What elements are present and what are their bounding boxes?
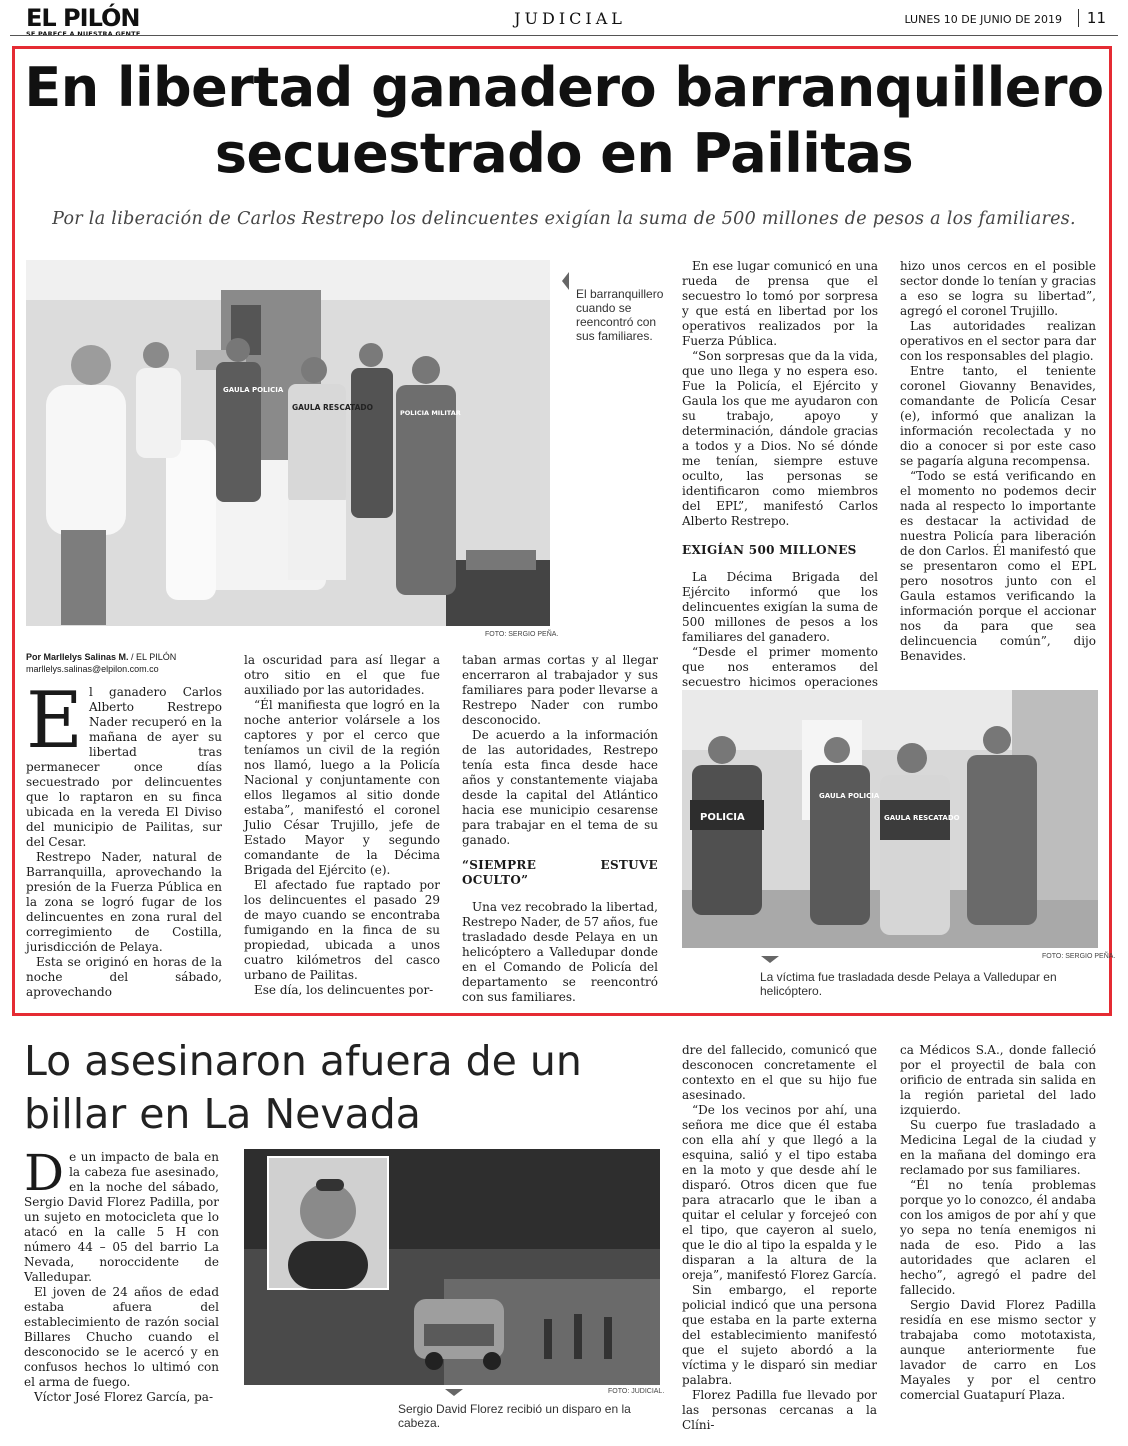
paragraph: “Él manifiesta que logró en la noche anterior volársele a los captores y por el cerco que teníamos un civil de la región nos llamó, luego a la Policía Nacional y conjuntamente con ellos llegamos al sitio donde estaba”, manifestó el coronel Julio César Trujillo, jefe de Estado Mayor y segundo comandante de la Décima Brigada del Ejército (e). — [244, 698, 440, 877]
vest-label-gaula-policia: GAULA POLICIA — [223, 386, 284, 394]
newspaper-tagline: SE PARECE A NUESTRA GENTE — [26, 30, 141, 38]
byline-email: marllelys.salinas@elpilon.com.co — [26, 664, 159, 674]
paragraph: “Él no tenía problemas porque yo lo conozco, él andaba con los amigos de por ahí y que yo sepa no tenía enemigos ni nada de eso. Pido a las autoridades que aclaren el hecho”, agregó el padre del fallecido. — [900, 1178, 1096, 1297]
vest-label-gaula-rescatado-2: GAULA RESCATADO — [884, 814, 960, 822]
caption-pointer-icon — [761, 956, 779, 963]
paragraph: Las autoridades realizan operativos en el sector para dar con los responsables del plagio. — [900, 319, 1096, 363]
subtitle-exigian-millones: EXIGÍAN 500 MILLONES — [682, 543, 857, 557]
article2-column-2 — [682, 1043, 877, 1433]
photo3-credit: FOTO: JUDICIAL. — [608, 1388, 665, 1395]
subtitle-siempre-oculto: “SIEMPRE ESTUVE OCULTO” — [462, 858, 658, 887]
dropcap-letter: D — [24, 1144, 65, 1202]
photo1-credit: FOTO: SERGIO PEÑA. — [485, 631, 559, 638]
article2-headline: Lo asesinaron afuera de un billar en La Nevada — [24, 1037, 582, 1138]
article1-column-4 — [682, 259, 878, 705]
caption-pointer-icon — [562, 272, 569, 290]
article1-column-5 — [900, 259, 1096, 664]
paragraph: ca Médicos S.A., donde falleció por el proyectil de bala con orificio de entrada sin salida en la región parietal del lado izquierdo. — [900, 1043, 1096, 1117]
paragraph: Sergio David Florez Padilla residía en ese mismo sector y trabajaba como mototaxista, aunque anteriormente fue lavador de carro en Los Mayales y por el centro comercial Guatapurí Plaza. — [900, 1298, 1096, 1402]
paragraph: Sin embargo, el reporte policial indicó que una persona que estaba en la parte externa del establecimiento manifestó que el sujeto abordó a la víctima y le disparó sin mediar palabra. — [682, 1283, 877, 1387]
paragraph: la oscuridad para así llegar a otro sitio en el que fue auxiliado por las autoridades. — [244, 653, 440, 697]
paragraph: Víctor José Florez García, pa- — [34, 1390, 214, 1404]
caption-pointer-icon — [445, 1389, 463, 1396]
article1-column-1 — [26, 651, 222, 1000]
paragraph: En ese lugar comunicó en una rueda de prensa que el secuestro lo tomó por sorpresa y que está en libertad por los operativos realizados por la Fuerza Pública. — [682, 259, 878, 348]
paragraph: Florez Padilla fue llevado por las personas cercanas a la Clíni- — [682, 1388, 877, 1432]
paragraph: “Todo se está verificando en el momento no podemos decir nada al respecto lo importante es destacar la actividad de nuestra Policía para liberación de don Carlos. Él manifestó que se presentaron como el EPL pero nosotros junto con el Gaula estamos verificando la información porque el accionar nos da para que sea delincuencia común”, dijo Benavides. — [900, 469, 1096, 663]
article1-second-photo — [682, 690, 1098, 948]
article2-column-1 — [24, 1144, 219, 1405]
article1-column-3 — [462, 653, 658, 1005]
section-title: JUDICIAL — [514, 9, 626, 28]
paragraph: Esta se originó en horas de la noche del sábado, aprovechando — [26, 955, 222, 999]
issue-date: LUNES 10 DE JUNIO DE 2019 — [904, 13, 1062, 26]
article2-photo — [244, 1149, 660, 1385]
article1-main-photo — [26, 260, 550, 626]
paragraph: taban armas cortas y al llegar encerraron al trabajador y sus familiares para poder llevarse a Restrepo Nader con rumbo desconocido. — [462, 653, 658, 727]
paragraph: De acuerdo a la información de las autoridades, Restrepo tenía esta finca desde hace años y constantemente viajaba desde la capital del Atlántico hacia ese municipio cesarense para trabajar en el tema de su ganado. — [462, 728, 658, 847]
article1-column-2 — [244, 653, 440, 998]
paragraph: El joven de 24 años de edad estaba afuera del establecimiento de razón social Billares Chucho cuando el desconocido se le acercó y en confusos hechos lo ultimó con el arma de fuego. — [24, 1285, 219, 1389]
paragraph: Entre tanto, el teniente coronel Giovanny Benavides, comandante de Policía Cesar (e), informó que analizan la información recolectada y no dio a conocer si por este caso se pagaría alguna recompensa. — [900, 364, 1096, 468]
paragraph: Su cuerpo fue trasladado a Medicina Legal de la ciudad y en la mañana del domingo era reclamado por sus familiares. — [900, 1118, 1096, 1177]
header-rule — [10, 35, 1118, 36]
paragraph: e un impacto de bala en la cabeza fue asesinado, en la noche del sábado, Sergio David Florez Padilla, por un sujeto en motocicleta que lo atacó en la calle 5 H con número 44 – 05 del barrio La Nevada, noroccidente de Valledupar. — [24, 1150, 219, 1284]
dropcap-letter: E — [26, 676, 83, 766]
article2-column-3 — [900, 1043, 1096, 1403]
paragraph: “De los vecinos por ahí, una señora me dice que él estaba con ella ahí y que llegó a la esquina, salió y el tipo estaba en la moto y que desde ahí le disparó. Otros dicen que fue para atracarlo que le iban a quitar el celular y forcejeó con el tipo, que cayeron al suelo, que le dio al tipo la espalda y le disparan a la altura de la oreja”, manifestó Florez García. — [682, 1103, 877, 1282]
article1-headline: En libertad ganadero barranquillero secuestrado en Pailitas — [24, 56, 1104, 185]
paragraph: Restrepo Nader, natural de Barranquilla, aprovechando la presión de la Fuerza Pública en la zona se logró fugar de los delincuentes en zona rural del corregimiento de Costilla, jurisdicción de Pelaya. — [26, 850, 222, 954]
photo2-caption: La víctima fue trasladada desde Pelaya a Valledupar en helicóptero. — [760, 970, 1057, 998]
vest-label-militar: POLICIA MILITAR — [400, 409, 461, 417]
newspaper-logo: EL PILÓN — [26, 4, 140, 32]
paragraph: hizo unos cercos en el posible sector donde lo tenían y gracias a eso se logra su libertad”, agregó el coronel Trujillo. — [900, 259, 1096, 318]
paragraph: “Son sorpresas que da la vida, que uno llega y no espera eso. Fue la Policía, el Ejército y Gaula los que me ayudaron con su trabajo, apoyo y determinación, dándole gracias a todos y a Dios. No sé dónde me tenían, siempre estuve oculto, las personas se identificaron como miembros del EPL”, manifestó Carlos Alberto Restrepo. — [682, 349, 878, 528]
paragraph: dre del fallecido, comunicó que desconocen concretamente el contexto en el que su hijo fue asesinado. — [682, 1043, 877, 1102]
photo3-caption: Sergio David Florez recibió un disparo en la cabeza. — [398, 1402, 631, 1430]
photo1-caption: El barranquillero cuando se reencontró con sus familiares. — [576, 287, 664, 343]
paragraph: “Desde el primer momento que nos enteramos del secuestro hicimos operaciones — [682, 645, 878, 689]
byline-author: Por Marllelys Salinas M. — [26, 652, 129, 662]
paragraph: El afectado fue raptado por los delincuentes el pasado 29 de mayo cuando se encontraba fumigando en la finca de su propiedad, ubicada a unos cuatro kilómetros del casco urbano de Pailitas. — [244, 878, 440, 982]
vest-label-policia: POLICIA — [700, 812, 745, 823]
page-number: 11 — [1078, 9, 1106, 27]
paragraph: Una vez recobrado la libertad, Restrepo Nader, de 57 años, fue trasladado desde Pelaya en un helicóptero a Valledupar donde en el Comando de Policía del departamento se reencontró con sus familiares. — [462, 900, 659, 1004]
paragraph: Ese día, los delincuentes por- — [254, 983, 434, 997]
article1-subhead: Por la liberación de Carlos Restrepo los delincuentes exigían la suma de 500 millones de pesos a los familiares. — [52, 209, 1076, 229]
byline-outlet: / EL PILÓN — [128, 652, 177, 662]
byline — [26, 651, 222, 675]
photo2-credit: FOTO: SERGIO PEÑA. — [1042, 953, 1116, 960]
vest-label-gaula-rescatado: GAULA RESCATADO — [292, 403, 373, 412]
vest-label-gaula-policia-2: GAULA POLICIA — [819, 792, 880, 800]
paragraph: l ganadero Carlos Alberto Restrepo Nader recuperó en la mañana de ayer su libertad tras permanecer once días secuestrado por delincuentes que lo raptaron en su finca ubicada en la vereda El Diviso del municipio de Pailitas, sur del Cesar. — [26, 685, 222, 849]
paragraph: La Décima Brigada del Ejército informó que los delincuentes exigían la suma de 500 millones de pesos a los familiares del ganadero. — [682, 570, 878, 644]
